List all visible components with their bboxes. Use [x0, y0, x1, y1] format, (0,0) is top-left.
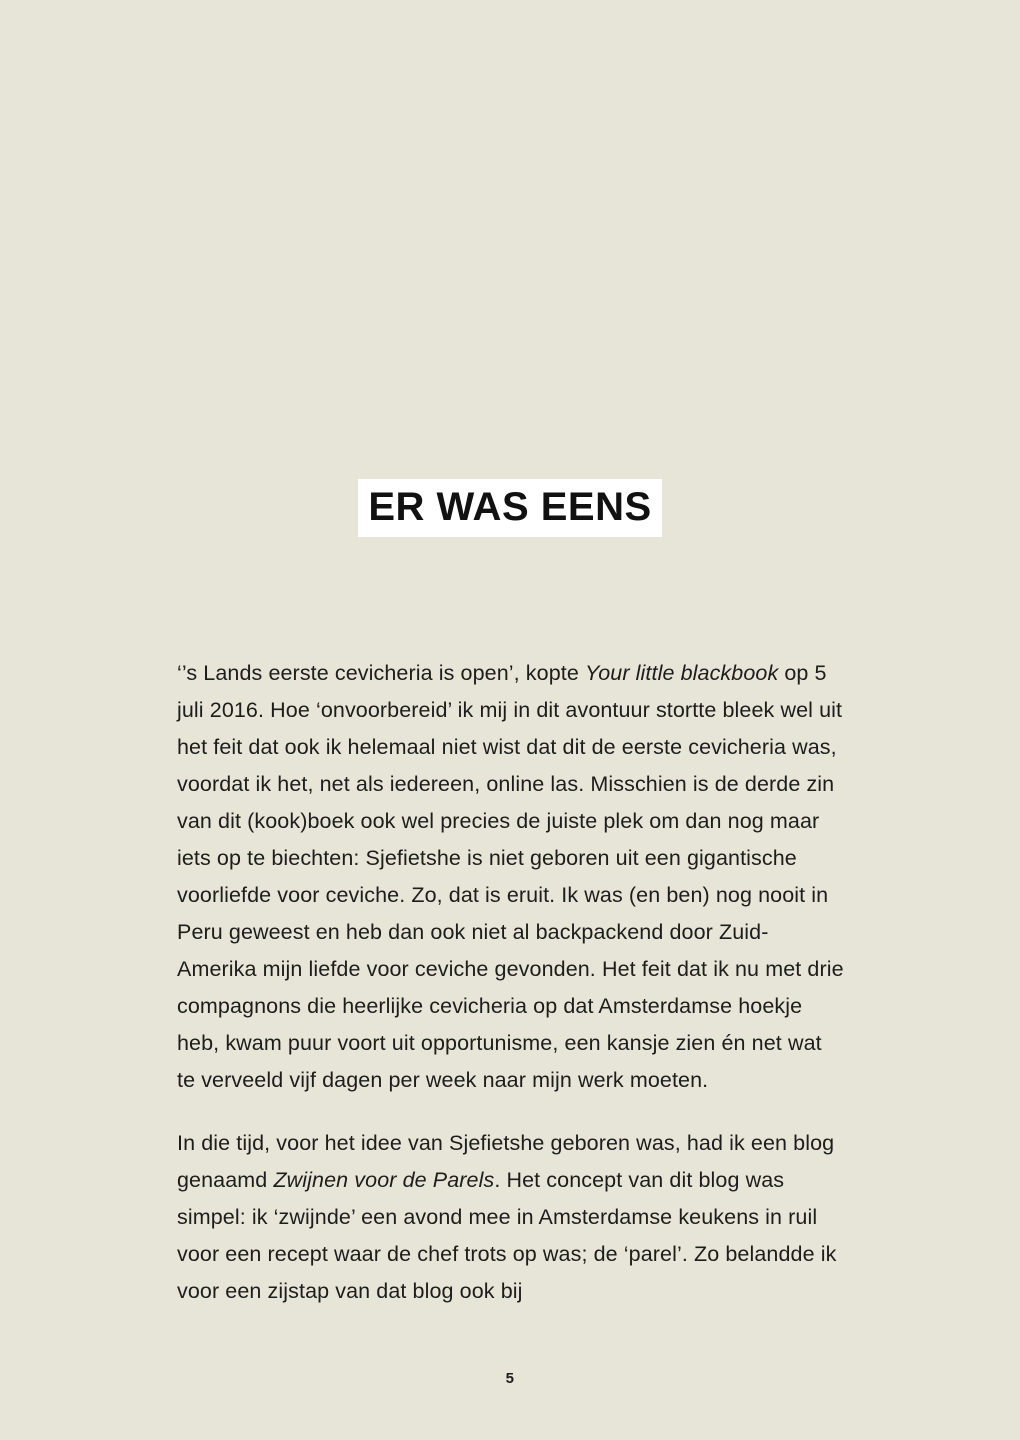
text-run: In die tijd, voor het idee van Sjefietshe geboren was, had ik een blog genaamd [177, 1131, 835, 1192]
body-text-column [177, 655, 845, 1310]
text-run: ‘’s Lands eerste cevicheria is open’, kopte [177, 661, 585, 685]
page-title: ER WAS EENS [358, 479, 661, 537]
text-run: . Het concept van dit blog was simpel: ik ‘zwijnde’ een avond mee in Amsterdamse keukens in ruil voor een recept waar de chef trots op was; de ‘parel’. Zo belandde ik voor een zijstap van dat blog ook bij [177, 1168, 837, 1303]
page-number: 5 [505, 1370, 515, 1387]
paragraph [177, 655, 845, 1099]
chapter-title-container [0, 452, 1020, 564]
paragraph [177, 1125, 845, 1310]
text-run: op 5 juli 2016. Hoe ‘onvoorbereid’ ik mij in dit avontuur stortte bleek wel uit het feit dat ook ik helemaal niet wist dat dit de eerste cevicheria was, voordat ik het, net als iedereen, online las. Misschien is de derde zin van dit (kook)boek ook wel precies de juiste plek om dan nog maar iets op te biechten: Sjefietshe is niet geboren uit een gigantische voorliefde voor ceviche. Zo, dat is eruit. Ik was (en ben) nog nooit in Peru geweest en heb dan ook niet al backpackend door Zuid-Amerika mijn liefde voor ceviche gevonden. Het feit dat ik nu met drie compagnons die heerlijke cevicheria op dat Amsterdamse hoekje heb, kwam puur voort uit opportunisme, een kansje zien én net wat te verveeld vijf dagen per week naar mijn werk moeten. [177, 661, 844, 1092]
italic-text-run: Zwijnen voor de Parels [273, 1168, 495, 1192]
italic-text-run: Your little blackbook [584, 661, 779, 685]
